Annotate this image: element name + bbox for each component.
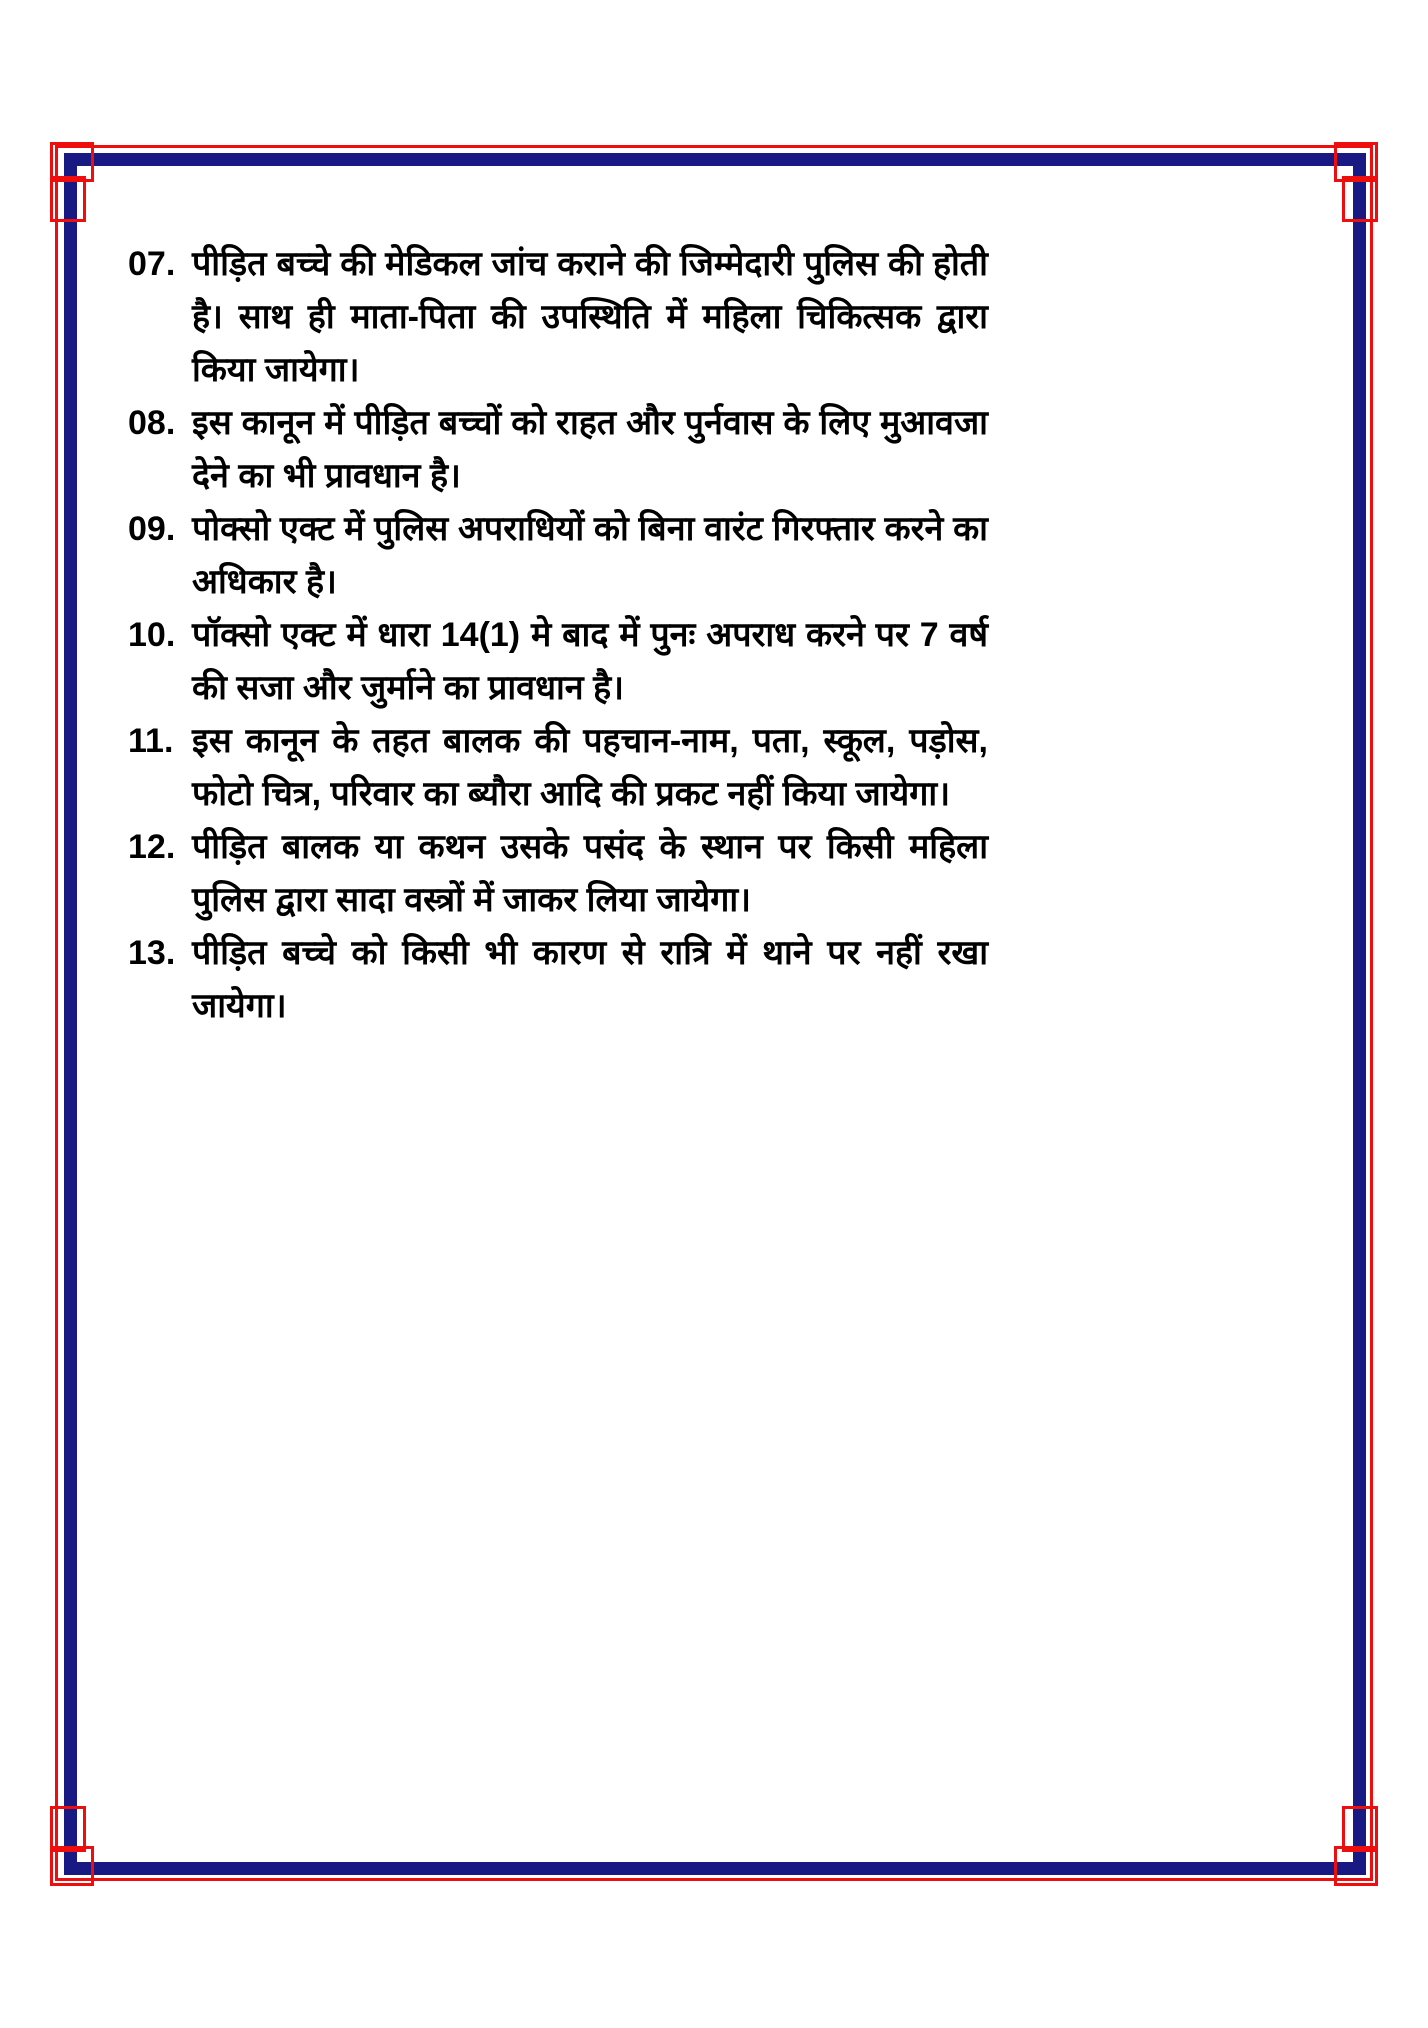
corner-ornament-top-left-inner <box>50 176 86 222</box>
list-item-text: इस कानून में पीड़ित बच्चों को राहत और पुर्नवास के लिए मुआवजा देने का भी प्रावधान है। <box>192 404 988 495</box>
list-item <box>128 503 988 609</box>
corner-ornament-bottom-right-inner <box>1342 1806 1378 1852</box>
list-item-number: 07. <box>128 245 176 283</box>
list-item-number: 10. <box>128 616 176 654</box>
list-item-text: पीड़ित बच्चे को किसी भी कारण से रात्रि में थाने पर नहीं रखा जायेगा। <box>192 934 988 1025</box>
list-item-number: 13. <box>128 934 176 972</box>
list-item-text: पोक्सो एक्ट में पुलिस अपराधियों को बिना वारंट गिरफ्तार करने का अधिकार है। <box>192 510 988 601</box>
list-item-number: 11. <box>128 722 174 760</box>
list-item-text: पीड़ित बालक या कथन उसके पसंद के स्थान पर किसी महिला पुलिस द्वारा सादा वस्त्रों में जाकर लिया जायेगा। <box>192 828 988 919</box>
corner-ornament-bottom-left-outer <box>50 1846 94 1886</box>
list-item-text: पॉक्सो एक्ट में धारा 14(1) मे बाद में पुनः अपराध करने पर 7 वर्ष की सजा और जुर्माने का प्रावधान है। <box>192 616 988 707</box>
list-item-number: 12. <box>128 828 176 866</box>
list-item <box>128 609 988 715</box>
corner-ornament-bottom-left-inner <box>50 1806 86 1852</box>
list-item-number: 08. <box>128 404 176 442</box>
list-item-number: 09. <box>128 510 176 548</box>
list-item <box>128 397 988 503</box>
list-item <box>128 821 988 927</box>
list-item <box>128 927 988 1033</box>
list-item-text: इस कानून के तहत बालक की पहचान-नाम, पता, स्कूल, पड़ोस, फोटो चित्र, परिवार का ब्यौरा आदि की प्रकट नहीं किया जायेगा। <box>192 722 988 813</box>
corner-ornament-bottom-right-outer <box>1334 1846 1378 1886</box>
list-item <box>128 238 988 397</box>
list-item <box>128 715 988 821</box>
list-item-text: पीड़ित बच्चे की मेडिकल जांच कराने की जिम्मेदारी पुलिस की होती है। साथ ही माता-पिता की उपस्थिति में महिला चिकित्सक द्वारा किया जायेगा। <box>192 245 988 389</box>
corner-ornament-top-right-inner <box>1342 176 1378 222</box>
numbered-list <box>128 238 988 1033</box>
